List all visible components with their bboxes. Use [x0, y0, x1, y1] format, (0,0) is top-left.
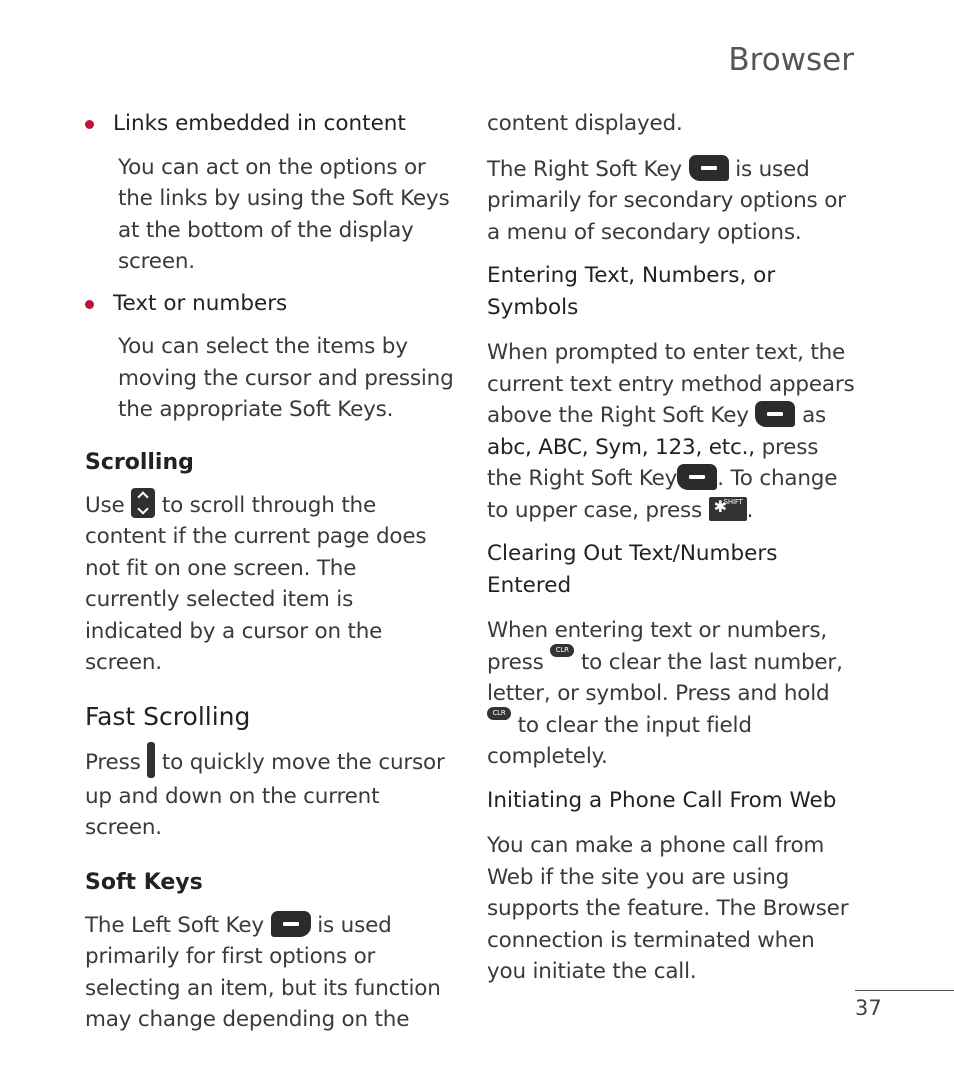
- phone-call-paragraph: You can make a phone call from Web if the site you are using supports the feature. The Browser connection is terminated when you initiate the call.: [487, 833, 849, 984]
- bullet-text-body: You can select the items by moving the cursor and pressing the appropriate Soft Keys.: [118, 334, 454, 422]
- entering-text-paragraph: [487, 337, 859, 526]
- right-soft-key-icon: [689, 155, 729, 181]
- continued-text: content displayed.: [487, 111, 683, 136]
- right-soft-key-icon: [755, 401, 795, 427]
- entering-end: .: [746, 497, 754, 523]
- left-key-post: is used primarily for first options or selecting an item, but its function may change depending on the: [85, 912, 441, 1032]
- entering-as: as: [802, 403, 827, 428]
- navigation-key-icon: [131, 488, 155, 518]
- right-column: [487, 108, 859, 988]
- clearing-heading: Clearing Out Text/Numbers Entered: [487, 541, 778, 598]
- left-soft-key-paragraph: [85, 910, 457, 1036]
- left-column: [85, 108, 457, 1036]
- entering-modes: abc, ABC, Sym, 123, etc.,: [487, 434, 755, 460]
- phone-call-heading: Initiating a Phone Call From Web: [487, 787, 837, 813]
- bullet-dot-icon: [85, 300, 94, 309]
- side-key-icon: [147, 742, 155, 778]
- right-soft-key-paragraph: [487, 154, 859, 249]
- bullet-links-label: Links embedded in content: [113, 111, 406, 136]
- bullet-text-label: Text or numbers: [113, 290, 288, 316]
- bullet-links: [85, 108, 457, 140]
- clearing-post: to clear the input field completely.: [487, 712, 752, 769]
- page-number: 37: [855, 996, 882, 1020]
- fast-scrolling-paragraph: [85, 745, 457, 844]
- scrolling-pre: Use: [85, 492, 125, 518]
- entering-change: . To change to upper case, press: [487, 466, 838, 523]
- left-soft-key-icon: [271, 911, 311, 937]
- bullet-dot-icon: [85, 120, 94, 129]
- shift-key-icon: ✱ SHIFT: [709, 497, 747, 521]
- left-key-pre: The Left Soft Key: [85, 912, 264, 938]
- fast-pre: Press: [85, 749, 141, 775]
- page-section-title: Browser: [728, 42, 854, 78]
- bullet-text: [85, 288, 457, 320]
- right-key-post: is used primarily for secondary options or a menu of secondary options.: [487, 156, 846, 245]
- clearing-mid: to clear the last number, letter, or symbol. Press and hold: [487, 649, 843, 706]
- entering-text-heading: Entering Text, Numbers, or Symbols: [487, 263, 776, 320]
- scrolling-heading: Scrolling: [85, 449, 194, 475]
- scrolling-post: to scroll through the content if the current page does not fit on one screen. The currently selected item is indicated by a cursor on the screen.: [85, 492, 427, 675]
- fast-post: to quickly move the cursor up and down on the current screen.: [85, 749, 445, 840]
- scrolling-paragraph: [85, 490, 457, 679]
- clear-key-icon: CLR: [550, 644, 574, 657]
- fast-scrolling-heading: Fast Scrolling: [85, 701, 251, 731]
- right-soft-key-icon: [677, 464, 717, 490]
- clearing-pre: When entering text or numbers, press: [487, 618, 828, 675]
- entering-press: press the Right Soft Key: [487, 434, 819, 491]
- clearing-paragraph: [487, 615, 859, 773]
- bullet-links-body: You can act on the options or the links by using the Soft Keys at the bottom of the display screen.: [118, 154, 450, 274]
- clear-key-icon: CLR: [487, 707, 511, 720]
- soft-keys-heading: Soft Keys: [85, 869, 203, 895]
- entering-pre: When prompted to enter text, the current text entry method appears above the Right Soft Key: [487, 340, 855, 428]
- right-key-pre: The Right Soft Key: [487, 156, 682, 182]
- footer-divider: [855, 990, 954, 991]
